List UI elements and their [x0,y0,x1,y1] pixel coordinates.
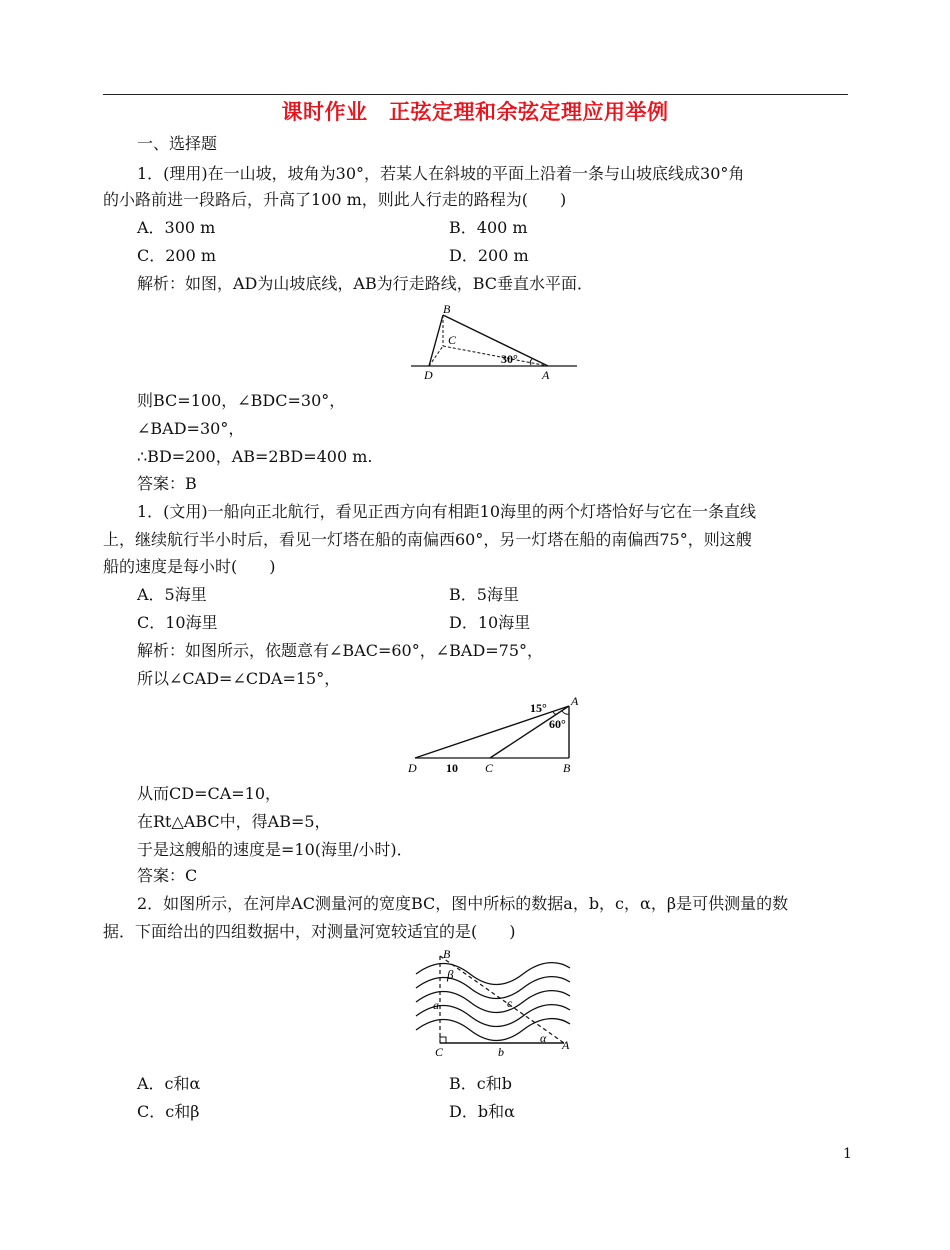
slope-figure [405,300,585,385]
fig2-label-b: B [563,761,571,775]
q1-li-step1: 则BC=100，∠BDC=30°， [137,391,346,410]
fig3-label-c-point: C [435,1045,444,1059]
river-figure [410,946,580,1061]
section-heading: 一、选择题 [137,134,218,153]
header-rule [103,94,848,95]
fig3-label-b: B [443,947,451,961]
q1-wen-answer: 答案：C [137,866,198,885]
page-title: 课时作业 正弦定理和余弦定理应用举例 [281,100,669,124]
fig3-label-beta: β [447,967,454,982]
fig1-label-d: D [424,368,433,382]
fig3-label-a: a [433,998,439,1012]
fig2-label-a: A [571,694,579,708]
fig3-label-a-point: A [562,1038,570,1052]
fig2-label-c: C [485,761,494,775]
fig1-label-a: A [542,368,550,382]
fig1-label-c: C [448,333,457,347]
q1-wen-line3: 船的速度是每小时( ) [103,557,276,576]
q1-wen-explanation: 解析：如图所示，依题意有∠BAC=60°，∠BAD=75°， [137,641,544,660]
fig2-angle-60: 60° [549,717,566,731]
q1-li-step3: ∴BD=200，AB=2BD=400 m. [137,447,373,466]
q1-wen-option-b: B．5海里 [449,585,519,604]
q1-li-step2: ∠BAD=30°， [137,419,245,438]
q1-wen-step2: 从而CD=CA=10， [137,784,282,803]
q1-li-explanation: 解析：如图，AD为山坡底线，AB为行走路线，BC垂直水平面． [137,274,593,293]
fig3-label-alpha: α [540,1031,547,1045]
q1-wen-option-a: A．5海里 [137,585,207,604]
q1-wen-step4: 于是这艘船的速度是=10(海里/小时)． [137,840,413,859]
page-number: 1 [843,1146,852,1162]
q1-wen-option-c: C．10海里 [137,613,218,632]
q1-li-option-d: D．200 m [449,246,529,265]
q1-wen-step3: 在Rt△ABC中，得AB=5， [137,812,331,831]
q1-wen-step1: 所以∠CAD=∠CDA=15°， [137,669,341,688]
fig2-label-d: D [408,761,417,775]
q1-li-line1: 1．(理用)在一山坡，坡角为30°，若某人在斜坡的平面上沿着一条与山坡底线成30°角 [137,164,745,183]
q2-line2: 据．下面给出的四组数据中，对测量河宽较适宜的是( ) [103,922,516,941]
q2-option-c: C．c和β [137,1102,200,1121]
q1-li-option-c: C．200 m [137,246,217,265]
fig3-label-c: c [507,996,513,1010]
q2-option-a: A．c和α [137,1074,201,1093]
q1-li-option-b: B．400 m [449,218,528,237]
q1-wen-line1: 1．(文用)一船向正北航行，看见正西方向有相距10海里的两个灯塔恰好与它在一条直线 [137,502,757,521]
q1-li-answer: 答案：B [137,474,197,493]
fig1-label-b: B [443,302,451,316]
lighthouse-figure [403,692,588,777]
fig2-angle-15: 15° [530,701,547,715]
q1-li-option-a: A．300 m [137,218,216,237]
q2-line1: 2．如图所示，在河岸AC测量河的宽度BC，图中所标的数据a，b，c，α，β是可供测量的数 [137,894,789,913]
q1-wen-option-d: D．10海里 [449,613,531,632]
q1-wen-line2: 上，继续航行半小时后，看见一灯塔在船的南偏西60°，另一灯塔在船的南偏西75°，则这艘 [103,530,752,549]
q1-li-line2: 的小路前进一段路后，升高了100 m，则此人行走的路程为( ) [103,190,567,209]
fig1-angle-label: 30° [501,352,518,366]
q2-option-b: B．c和b [449,1074,512,1093]
q2-option-d: D．b和α [449,1102,515,1121]
fig3-label-b-side: b [498,1045,504,1059]
fig2-length-label: 10 [446,761,458,775]
